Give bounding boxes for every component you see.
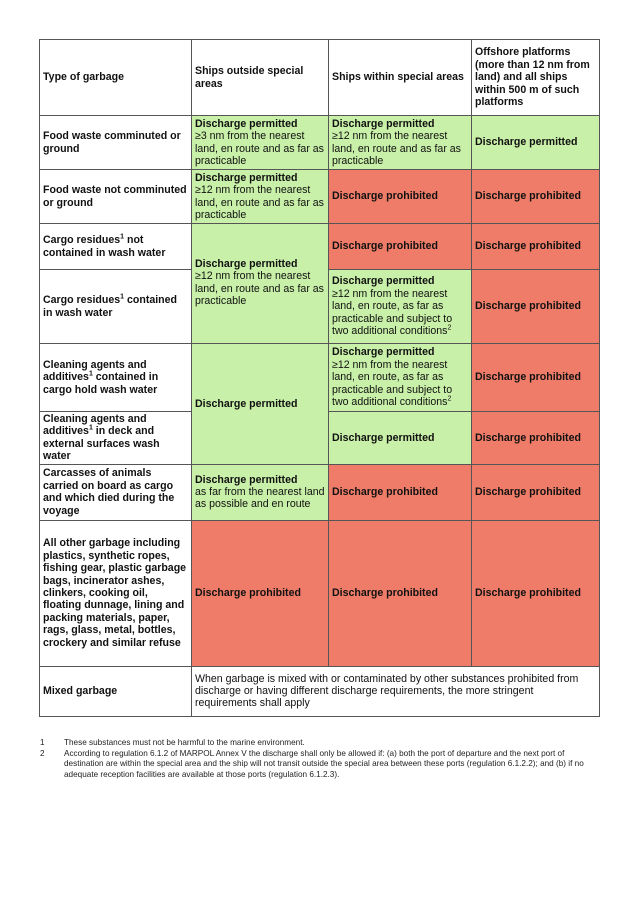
table-row: [40, 520, 600, 666]
permitted-label: Discharge permitted: [195, 473, 298, 486]
cell-cargo-not-contained-offshore: Discharge prohibited: [472, 224, 600, 270]
type-cleaning-deck: [40, 412, 192, 465]
table-row: [40, 666, 600, 716]
type-text: contained in wash water: [43, 294, 178, 319]
table-row: [40, 170, 600, 224]
discharge-detail: ≥12 nm from the nearest land, en route, as far as practicable and subject to two additional conditions: [332, 287, 453, 338]
type-food-comminuted: Food waste comminuted or ground: [40, 116, 192, 170]
footnote-text: According to regulation 6.1.2 of MARPOL Annex V the discharge shall only be allowed if: (a) both the port of departure and the next port of destination are within the special area and the ship will not transit outside the special area between these ports (regulation 6.1.2.2); and (b) if no adequate reception facilities are available at those ports (regulation 6.1.2.3).: [64, 748, 584, 779]
cell-all-other-within: Discharge prohibited: [329, 520, 472, 666]
type-text: Cargo residues: [43, 234, 121, 247]
cell-food-comminuted-outside: [192, 116, 329, 170]
type-cargo-not-contained: [40, 224, 192, 270]
table-row: [40, 116, 600, 170]
cell-carcasses-within: Discharge prohibited: [329, 464, 472, 520]
table-row: [40, 344, 600, 412]
type-text: contained in cargo hold wash water: [43, 371, 159, 396]
type-text: in deck and external surfaces wash water: [43, 425, 160, 463]
type-cargo-contained: [40, 270, 192, 344]
permitted-label: Discharge permitted: [332, 117, 435, 130]
footnote-ref-1: 1: [120, 293, 125, 301]
type-text: Cleaning agents and additives: [43, 358, 147, 384]
discharge-detail: ≥12 nm from the nearest land, en route and as far as practicable: [332, 130, 461, 167]
cell-food-comminuted-within: [329, 116, 472, 170]
cell-cleaning-cargo-hold-within: [329, 344, 472, 412]
footnote-2: [40, 749, 600, 781]
permitted-label: Discharge permitted: [195, 258, 298, 270]
cell-cleaning-deck-offshore: Discharge prohibited: [472, 412, 600, 465]
header-offshore-platforms: Offshore platforms (more than 12 nm from land) and all ships within 500 m of such platforms: [472, 40, 600, 116]
type-text: Cleaning agents and additives: [43, 413, 147, 438]
footnote-text: These substances must not be harmful to the marine environment.: [64, 738, 305, 747]
cell-carcasses-offshore: Discharge prohibited: [472, 464, 600, 520]
header-row: [40, 40, 600, 116]
type-mixed-garbage: Mixed garbage: [40, 666, 192, 716]
cell-food-not-comminuted-within: Discharge prohibited: [329, 170, 472, 224]
footnote-number: 1: [40, 738, 45, 747]
cell-cargo-outside: [192, 224, 329, 344]
cell-all-other-offshore: Discharge prohibited: [472, 520, 600, 666]
cell-cargo-contained-offshore: Discharge prohibited: [472, 270, 600, 344]
cell-cleaning-cargo-hold-offshore: Discharge prohibited: [472, 344, 600, 412]
type-all-other-garbage: All other garbage including plastics, synthetic ropes, fishing gear, plastic garbage bags, incinerator ashes, clinkers, cooking oil, floating dunnage, lining and packing materials, paper, rags, glass, metal, bottles, crockery and similar refuse: [40, 520, 192, 666]
cell-carcasses-outside: [192, 464, 329, 520]
header-type: Type of garbage: [40, 40, 192, 116]
mixed-garbage-note: When garbage is mixed with or contaminated by other substances prohibited from discharge or having different discharge requirements, the more stringent requirements shall apply: [192, 666, 600, 716]
cell-cargo-contained-within: [329, 270, 472, 344]
footnote-ref-2: 2: [447, 324, 452, 332]
cell-cleaning-outside: Discharge permitted: [192, 344, 329, 465]
discharge-detail: ≥12 nm from the nearest land, en route and as far as practicable: [195, 270, 324, 308]
discharge-detail: as far from the nearest land as possible and en route: [195, 485, 325, 511]
discharge-detail: ≥12 nm from the nearest land, en route and as far as practicable: [195, 184, 324, 221]
table-row: [40, 224, 600, 270]
cell-food-not-comminuted-offshore: Discharge prohibited: [472, 170, 600, 224]
footnote-1: [40, 738, 600, 749]
header-within-special-areas: Ships within special areas: [329, 40, 472, 116]
permitted-label: Discharge permitted: [195, 171, 298, 184]
cell-cargo-not-contained-within: Discharge prohibited: [329, 224, 472, 270]
cell-cleaning-deck-within: Discharge permitted: [329, 412, 472, 465]
footnote-ref-2: 2: [447, 395, 452, 403]
footnote-ref-1: 1: [88, 424, 93, 432]
table-row: [40, 464, 600, 520]
discharge-detail: ≥3 nm from the nearest land, en route and as far as practicable: [195, 130, 324, 167]
footnotes: [40, 738, 600, 780]
permitted-label: Discharge permitted: [195, 117, 298, 130]
footnote-number: 2: [40, 748, 45, 758]
cell-food-not-comminuted-outside: [192, 170, 329, 224]
type-food-not-comminuted: Food waste not comminuted or ground: [40, 170, 192, 224]
footnote-ref-1: 1: [88, 370, 93, 378]
type-cleaning-cargo-hold: [40, 344, 192, 412]
type-carcasses: Carcasses of animals carried on board as cargo and which died during the voyage: [40, 464, 192, 520]
footnote-ref-1: 1: [120, 233, 125, 241]
garbage-discharge-table: [39, 39, 600, 717]
cell-food-comminuted-offshore: Discharge permitted: [472, 116, 600, 170]
type-text: Cargo residues: [43, 294, 121, 307]
permitted-label: Discharge permitted: [332, 346, 435, 359]
header-outside-special-areas: Ships outside special areas: [192, 40, 329, 116]
discharge-detail: ≥12 nm from the nearest land, en route, as far as practicable and subject to two additional conditions: [332, 358, 453, 409]
type-text: not contained in wash water: [43, 234, 166, 259]
permitted-label: Discharge permitted: [332, 275, 435, 288]
cell-all-other-outside: Discharge prohibited: [192, 520, 329, 666]
